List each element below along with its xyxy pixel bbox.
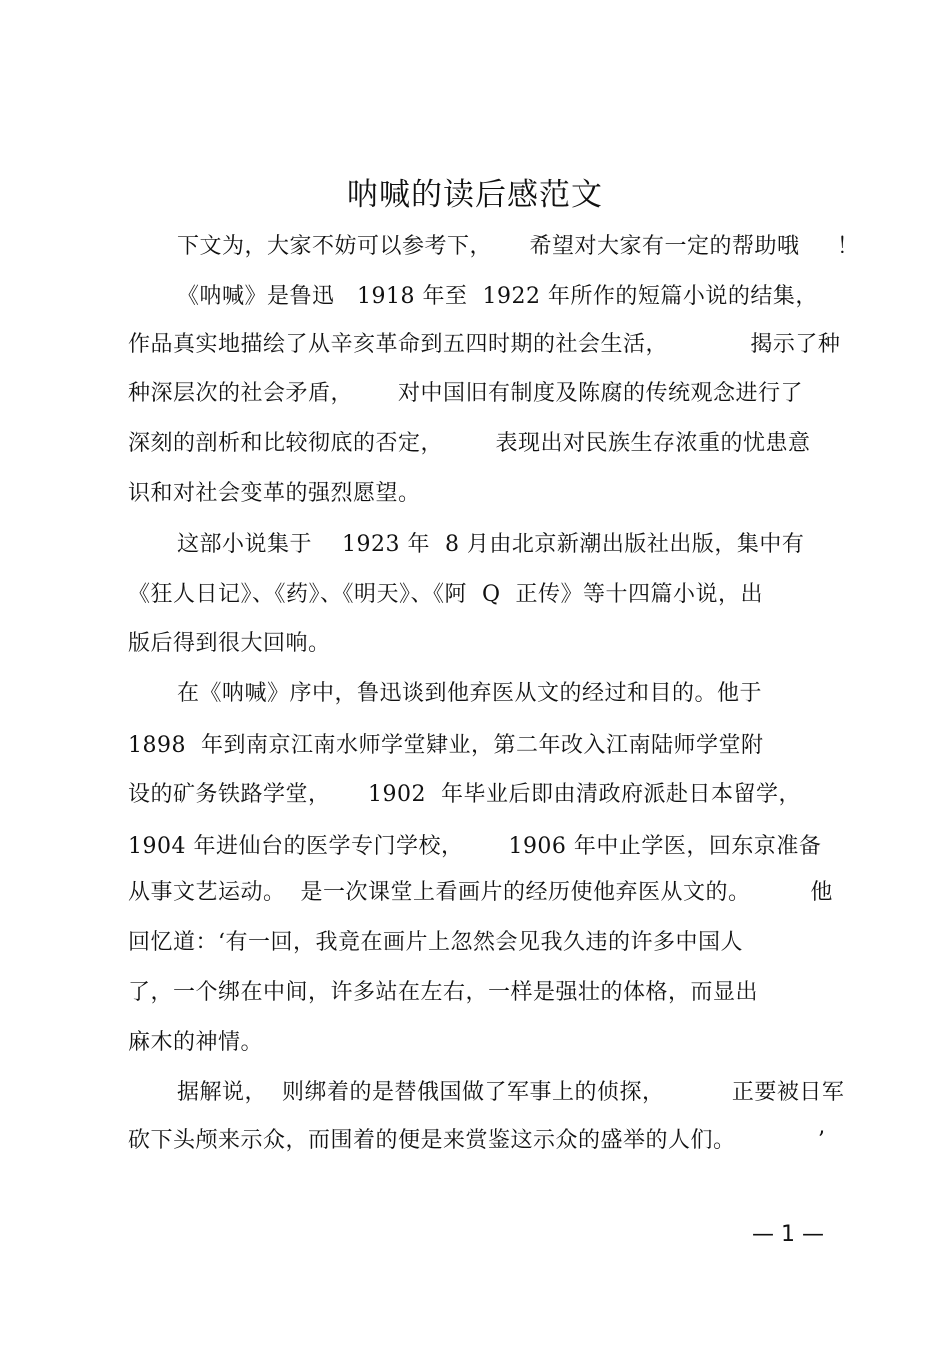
text-line: 了，一个绑在中间，许多站在左右，一样是强壮的体格，而显出 — [128, 980, 759, 1005]
text-line: 回忆道：‘有一回，我竟在画片上忽然会见我久违的许多中国人 — [128, 930, 743, 955]
text-line: 《呐喊》是鲁迅 1918 年至 1922 年所作的短篇小说的结集， — [177, 284, 818, 309]
text-line: 设的矿务铁路学堂， 1902 年毕业后即由清政府派赴日本留学， — [128, 782, 801, 807]
text-line: 麻木的神情。 — [128, 1030, 264, 1055]
text-line: 在《呐喊》序中，鲁迅谈到他弃医从文的经过和目的。他于 — [177, 681, 763, 706]
text-line: 从事文艺运动。 是一次课堂上看画片的经历使他弃医从文的。 他 — [128, 880, 833, 905]
document-title: 呐喊的读后感范文 — [347, 177, 603, 213]
text-line: 据解说， 则绑着的是替俄国做了军事上的侦探， 正要被日军 — [177, 1080, 845, 1105]
text-line: 1904 年进仙台的医学专门学校， 1906 年中止学医，回东京准备 — [128, 834, 822, 859]
page-number: — 1 — — [752, 1222, 824, 1247]
text-line: 《狂人日记》、《药》、《明天》、《阿 Q 正传》等十四篇小说，出 — [128, 582, 764, 607]
text-line: 下文为，大家不妨可以参考下， 希望对大家有一定的帮助哦 ！ — [177, 234, 860, 259]
text-line: 作品真实地描绘了从辛亥革命到五四时期的社会生活， 揭示了种 — [128, 332, 841, 357]
text-line: 1898 年到南京江南水师学堂肄业，第二年改入江南陆师学堂附 — [128, 733, 764, 758]
text-line: 砍下头颅来示众，而围着的便是来赏鉴这示众的盛举的人们。 ’ — [128, 1128, 826, 1153]
text-line: 识和对社会变革的强烈愿望。 — [128, 481, 421, 506]
text-line: 种深层次的社会矛盾， 对中国旧有制度及陈腐的传统观念进行了 — [128, 381, 803, 406]
text-line: 深刻的剖析和比较彻底的否定， 表现出对民族生存浓重的忧患意 — [128, 431, 811, 456]
text-line: 版后得到很大回响。 — [128, 631, 331, 656]
text-line: 这部小说集于 1923 年 8 月由北京新潮出版社出版，集中有 — [177, 532, 805, 557]
